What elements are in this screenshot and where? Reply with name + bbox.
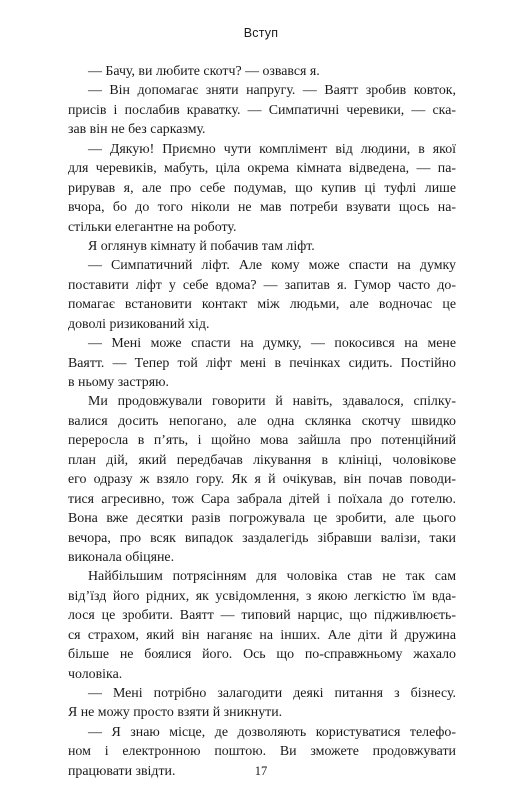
text-line: зав він не без сарказму.	[68, 122, 206, 138]
text-line: валися досить непогано, але одна склянка скотчу швидко	[68, 413, 456, 429]
text-line: его одразу ж взяло гору. Як я й очікував, він почав поводи-	[68, 472, 456, 488]
text-line: доволі ризикований хід.	[68, 316, 210, 332]
running-head: Вступ	[243, 26, 279, 40]
text-line: Я не можу просто взяти й зникнути.	[68, 705, 283, 721]
text-line: Найбільшим потрясінням для чоловіка став не так сам	[88, 569, 456, 585]
text-line: в ньому застряю.	[68, 375, 169, 390]
text-line: присів і послабив краватку. — Симпатичні черевики, — ска-	[68, 102, 456, 118]
text-line: працювати звідти.	[68, 763, 176, 779]
text-line: Ваятт. — Тепер той ліфт мені в печінках сидить. Постійно	[68, 355, 456, 371]
text-line: тися агресивно, тож Сара забрала дітей і поїхала до готелю.	[68, 491, 456, 507]
text-line: більше не боялися його. Ось що по-справжньому жахало	[68, 647, 456, 663]
text-line: переросла в п’ять, і щойно мова зайшла про потенційний	[68, 433, 456, 449]
text-line: вечора, про всяк випадок заздалегідь зібравши валізи, таки	[68, 530, 456, 546]
text-line: — Я знаю місце, де дозволяють користуватися телефо-	[88, 724, 456, 740]
text-line: — Бачу, ви любите скотч? — озвався я.	[88, 64, 320, 79]
text-line: Ми продовжували говорити й навіть, здавалося, спілку-	[88, 394, 456, 410]
text-line: вчора, бо до того ніколи не мав потреби взувати щось на-	[68, 200, 456, 216]
text-line: ном і електронною поштою. Ви зможете продовжувати	[68, 744, 456, 760]
text-line: — Дякую! Приємно чути комплімент від людини, в якої	[88, 141, 456, 157]
text-line: виконала обіцяне.	[68, 549, 175, 565]
text-line: план дій, який передбачав лікування в клініці, чоловікове	[68, 452, 456, 468]
text-line: Я оглянув кімнату й побачив там ліфт.	[88, 238, 315, 254]
body-text	[68, 62, 456, 781]
text-line: рирував я, але про себе подумав, що купив ці туфлі лише	[68, 180, 456, 196]
text-line: лося це зробити. Ваятт — типовий нарцис, що підживлюєть-	[68, 608, 456, 624]
text-line: від’їзд його рідних, як усвідомлення, з якою легкістю їм вда-	[68, 588, 456, 604]
text-line: поставити ліфт у себе вдома? — запитав я. Гумор часто до-	[68, 277, 456, 293]
text-line: помагає встановити контакт між людьми, але водночас це	[68, 297, 456, 313]
text-line: для черевиків, мабуть, ціла окрема кімната відведена, — па-	[68, 161, 456, 177]
text-line: ся страхом, який він наганяє на інших. Але діти й дружина	[68, 627, 456, 643]
text-line: Вона вже десятки разів погрожувала це зробити, але цього	[68, 511, 456, 527]
text-line: — Мені потрібно залагодити деякі питання з бізнесу.	[88, 686, 456, 701]
page-number: 17	[254, 764, 268, 778]
text-line: чоловіка.	[68, 666, 123, 682]
text-line: — Мені може спасти на думку, — покосився на мене	[88, 336, 456, 352]
text-line: стільки елегантне на роботу.	[68, 219, 237, 235]
text-line: — Він допомагає зняти напругу. — Ваятт зробив ковток,	[88, 83, 456, 99]
text-line: — Симпатичний ліфт. Але кому може спасти на думку	[88, 258, 456, 274]
